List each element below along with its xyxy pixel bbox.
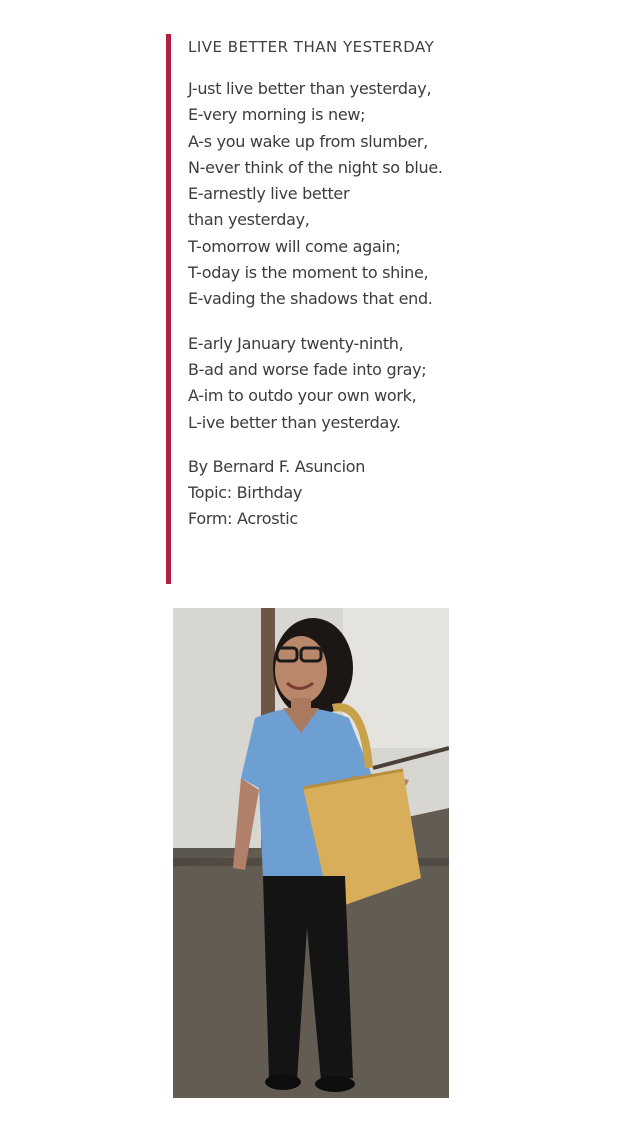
poem-line: E-vading the shadows that end. [188,289,433,309]
poem-line: T-oday is the moment to shine, [188,263,429,283]
poem-line: A-im to outdo your own work, [188,386,417,406]
poem-line: J-ust live better than yesterday, [188,79,432,98]
stanza-2 [188,331,586,436]
poem-block [166,34,586,584]
poem-line: A-s you wake up from slumber, [188,131,428,151]
poem-line: T-omorrow will come again; [188,236,401,256]
portrait-photo [173,608,449,1098]
portrait-illustration [173,608,449,1098]
poem-title: LIVE BETTER THAN YESTERDAY [188,38,435,56]
poem-line: E-very morning is new; [188,105,366,125]
topic-line: Topic: Birthday [188,483,303,503]
poem-line: E-arnestly live better [188,184,350,204]
poem-line: N-ever think of the night so blue. [188,157,443,177]
poem-line: E-arly January twenty-ninth, [188,333,404,353]
form-line: Form: Acrostic [188,509,298,529]
poem-byline [188,454,586,533]
poem-line: B-ad and worse fade into gray; [188,359,427,379]
author-line: By Bernard F. Asuncion [188,456,366,476]
poem-line: than yesterday, [188,210,310,230]
stanza-1 [188,76,586,313]
poem-line: L-ive better than yesterday. [188,412,401,432]
